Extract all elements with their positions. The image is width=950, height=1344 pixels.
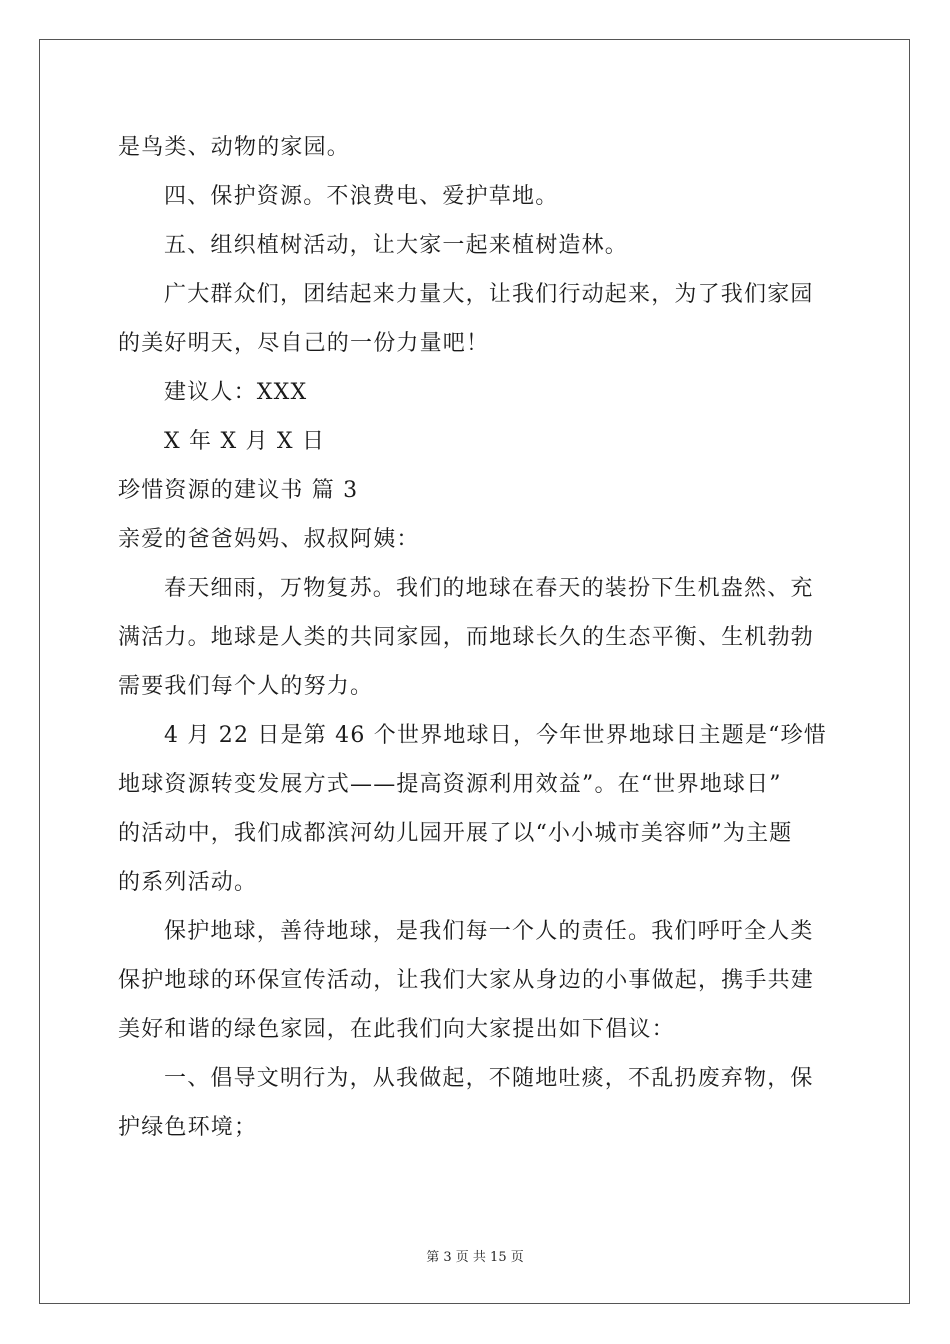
text-line: 的美好明天，尽自己的一份力量吧！: [118, 331, 490, 356]
salutation: 亲爱的爸爸妈妈、叔叔阿姨：: [118, 527, 420, 552]
page-number-footer: 第 3 页 共 15 页: [426, 1250, 524, 1265]
text-line: 是鸟类、动物的家园。: [118, 135, 351, 160]
text-line: 广大群众们，团结起来力量大，让我们行动起来，为了我们家园: [164, 282, 814, 307]
text-line: 地球资源转变发展方式——提高资源利用效益”。在“世界地球日”: [118, 772, 782, 797]
section-heading: 珍惜资源的建议书 篇 3: [118, 478, 359, 503]
text-line: 4 月 22 日是第 46 个世界地球日，今年世界地球日主题是“珍惜: [164, 723, 827, 748]
text-line: 美好和谐的绿色家园，在此我们向大家提出如下倡议：: [118, 1017, 675, 1042]
text-line: 保护地球的环保宣传活动，让我们大家从身边的小事做起，携手共建: [118, 968, 815, 993]
text-line: 四、保护资源。不浪费电、爱护草地。: [164, 184, 559, 209]
text-line: 五、组织植树活动，让大家一起来植树造林。: [164, 233, 629, 258]
text-line: 一、倡导文明行为，从我做起，不随地吐痰，不乱扔废弃物，保: [164, 1066, 814, 1091]
proposer-line: 建议人：XXX: [164, 380, 308, 405]
text-line: 保护地球，善待地球，是我们每一个人的责任。我们呼吁全人类: [164, 919, 814, 944]
text-line: 满活力。地球是人类的共同家园，而地球长久的生态平衡、生机勃勃: [118, 625, 815, 650]
text-line: 护绿色环境；: [118, 1115, 258, 1140]
text-line: 的活动中，我们成都滨河幼儿园开展了以“小小城市美容师”为主题: [118, 821, 793, 846]
text-line: 春天细雨，万物复苏。我们的地球在春天的装扮下生机盎然、充: [164, 576, 814, 601]
text-line: 的系列活动。: [118, 870, 258, 895]
text-line: 需要我们每个人的努力。: [118, 674, 374, 699]
date-line: X 年 X 月 X 日: [164, 429, 326, 454]
document-body: [118, 123, 838, 1152]
